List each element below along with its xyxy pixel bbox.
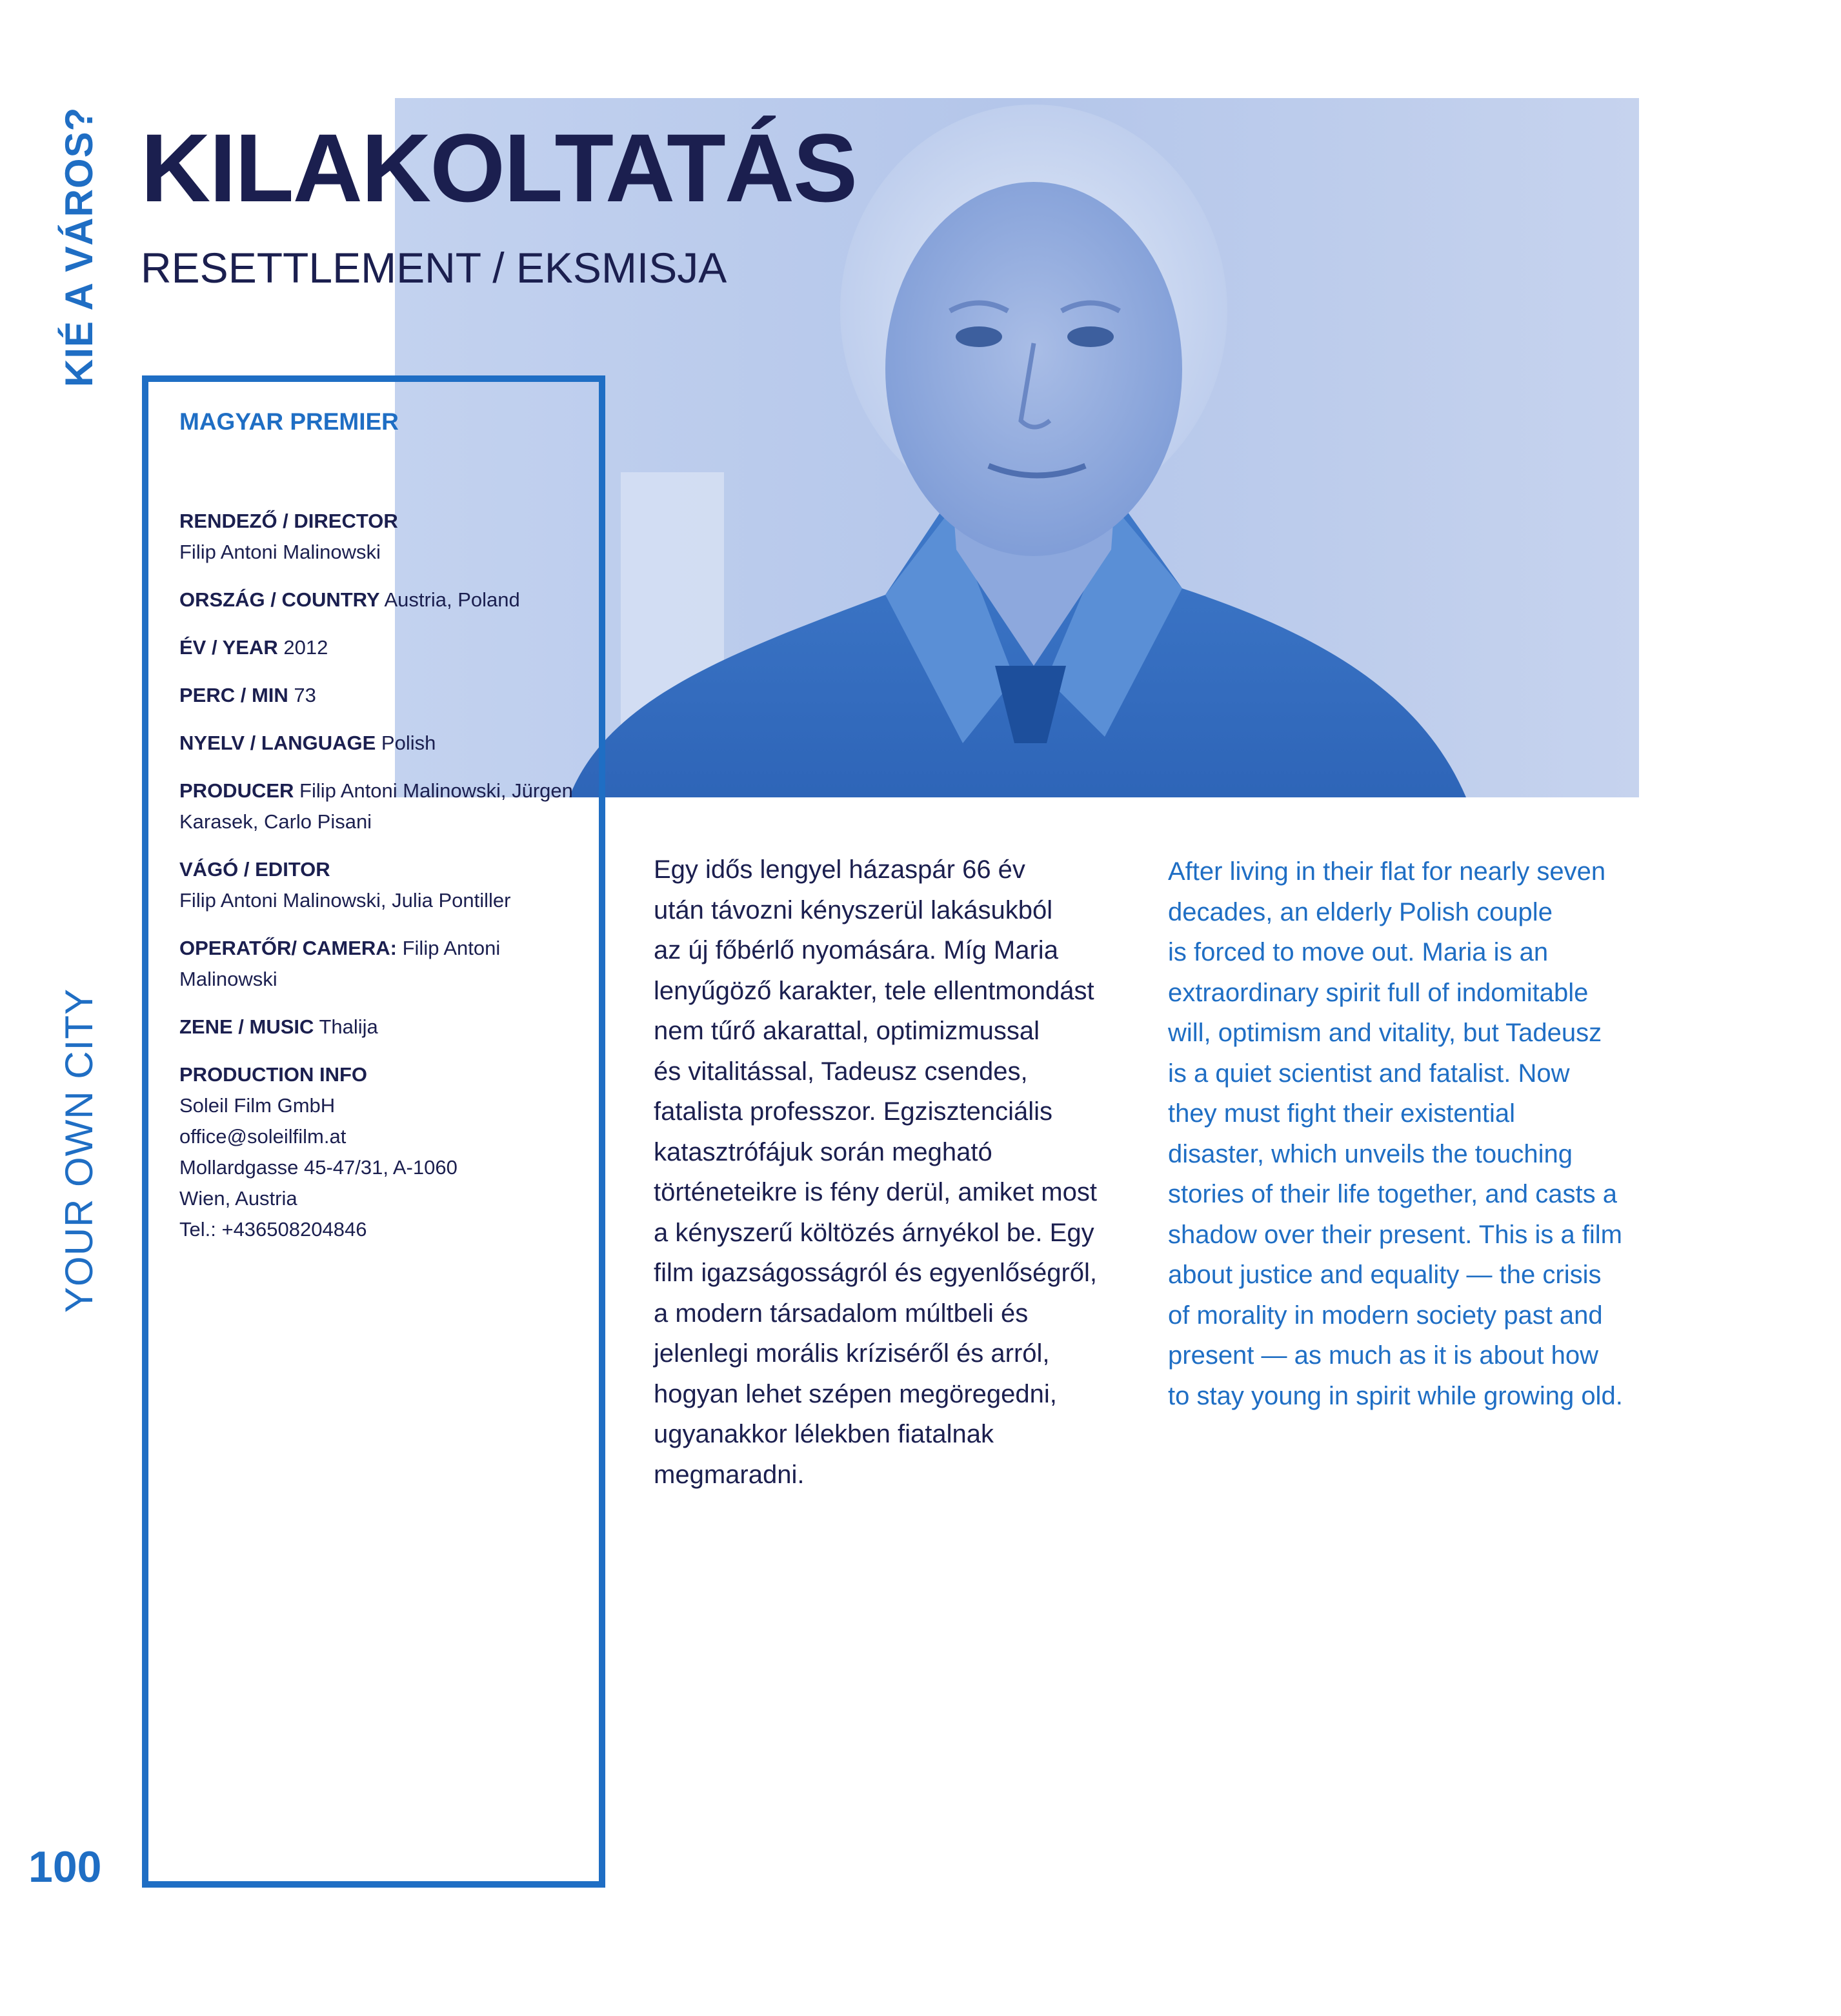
credit-value: Filip Antoni <box>402 937 501 959</box>
synopsis-line: és vitalitással, Tadeusz csendes, <box>654 1057 1028 1086</box>
synopsis-line: jelenlegi morális kríziséről és arról, <box>654 1339 1050 1368</box>
premiere-label: MAGYAR PREMIER <box>179 408 399 435</box>
credit-music <box>179 1012 579 1043</box>
synopsis-line: történeteikre is fény derül, amiket most <box>654 1178 1097 1206</box>
credit-label: PERC / MIN <box>179 684 288 706</box>
synopsis-line: film igazságosságról és egyenlőségről, <box>654 1259 1098 1287</box>
synopsis-line: of morality in modern society past and <box>1168 1301 1603 1330</box>
synopsis-line: decades, an elderly Polish couple <box>1168 897 1553 926</box>
synopsis-hungarian <box>654 850 1131 1495</box>
film-subtitle: RESETTLEMENT / EKSMISJA <box>141 244 727 292</box>
credit-value: Karasek, Carlo Pisani <box>179 810 372 833</box>
credit-label: PRODUCER <box>179 779 294 802</box>
synopsis-line: megmaradni. <box>654 1460 805 1489</box>
synopsis-line: stories of their life together, and casts a <box>1168 1180 1617 1208</box>
credit-value: Filip Antoni Malinowski, Julia Pontiller <box>179 889 511 912</box>
synopsis-line: extraordinary spirit full of indomitable <box>1168 978 1589 1007</box>
synopsis-english <box>1168 852 1655 1416</box>
credit-director <box>179 506 579 568</box>
production-address: Mollardgasse 45-47/31, A-1060 <box>179 1156 458 1179</box>
credit-language <box>179 728 579 759</box>
credit-runtime <box>179 680 579 711</box>
synopsis-line: után távozni kényszerül lakásukból <box>654 895 1053 924</box>
production-company: Soleil Film GmbH <box>179 1094 336 1117</box>
credit-producer <box>179 775 579 837</box>
credit-value: Malinowski <box>179 968 277 990</box>
credit-label: ÉV / YEAR <box>179 636 278 659</box>
production-phone: Tel.: +436508204846 <box>179 1218 367 1241</box>
credit-value: Filip Antoni Malinowski <box>179 541 381 563</box>
synopsis-line: will, optimism and vitality, but Tadeusz <box>1168 1019 1602 1047</box>
credit-label: OPERATŐR/ CAMERA: <box>179 937 397 959</box>
synopsis-line: a kényszerű költözés árnyékol be. Egy <box>654 1218 1094 1247</box>
credit-value: Filip Antoni Malinowski, Jürgen <box>299 779 573 802</box>
credit-year <box>179 632 579 663</box>
credit-value: Polish <box>381 732 436 754</box>
credit-country <box>179 584 579 615</box>
synopsis-line: az új főbérlő nyomására. Míg Maria <box>654 936 1058 964</box>
credit-production-info <box>179 1059 579 1245</box>
production-city: Wien, Austria <box>179 1187 297 1210</box>
credits-panel <box>179 406 579 1262</box>
synopsis-line: disaster, which unveils the touching <box>1168 1139 1573 1168</box>
synopsis-line: katasztrófájuk során megható <box>654 1137 992 1166</box>
synopsis-line: After living in their flat for nearly seven <box>1168 857 1606 886</box>
credit-label: NYELV / LANGUAGE <box>179 732 376 754</box>
synopsis-line: is forced to move out. Maria is an <box>1168 938 1549 966</box>
credit-editor <box>179 854 579 916</box>
credit-label: VÁGÓ / EDITOR <box>179 858 330 881</box>
synopsis-line: they must fight their existential <box>1168 1099 1516 1128</box>
synopsis-line: Egy idős lengyel házaspár 66 év <box>654 855 1025 884</box>
synopsis-line: to stay young in spirit while growing old. <box>1168 1381 1623 1410</box>
synopsis-line: lenyűgöző karakter, tele ellentmondást <box>654 976 1094 1005</box>
credit-label: PRODUCTION INFO <box>179 1063 368 1086</box>
synopsis-line: nem tűrő akarattal, optimizmussal <box>654 1017 1040 1045</box>
synopsis-line: fatalista professzor. Egzisztenciális <box>654 1097 1053 1126</box>
section-label-hungarian: KIÉ A VÁROS? <box>57 106 101 387</box>
page-number: 100 <box>28 1842 102 1891</box>
credit-label: ZENE / MUSIC <box>179 1015 314 1038</box>
film-title: KILAKOLTATÁS <box>141 114 857 222</box>
synopsis-line: hogyan lehet szépen megöregedni, <box>654 1379 1057 1408</box>
synopsis-line: shadow over their present. This is a film <box>1168 1220 1623 1249</box>
synopsis-line: present — as much as it is about how <box>1168 1341 1598 1370</box>
section-label-english: YOUR OWN CITY <box>57 988 101 1313</box>
synopsis-line: is a quiet scientist and fatalist. Now <box>1168 1059 1570 1088</box>
credit-value: Austria, Poland <box>384 588 520 611</box>
synopsis-line: a modern társadalom múltbeli és <box>654 1299 1029 1328</box>
credit-camera <box>179 933 579 995</box>
synopsis-line: ugyanakkor lélekben fiatalnak <box>654 1420 994 1448</box>
credit-value: 2012 <box>283 636 328 659</box>
production-email: office@soleilfilm.at <box>179 1125 347 1148</box>
credit-label: RENDEZŐ / DIRECTOR <box>179 510 398 532</box>
credit-value: Thalija <box>319 1015 378 1038</box>
credit-label: ORSZÁG / COUNTRY <box>179 588 380 611</box>
synopsis-line: about justice and equality — the crisis <box>1168 1261 1602 1289</box>
credit-value: 73 <box>294 684 316 706</box>
